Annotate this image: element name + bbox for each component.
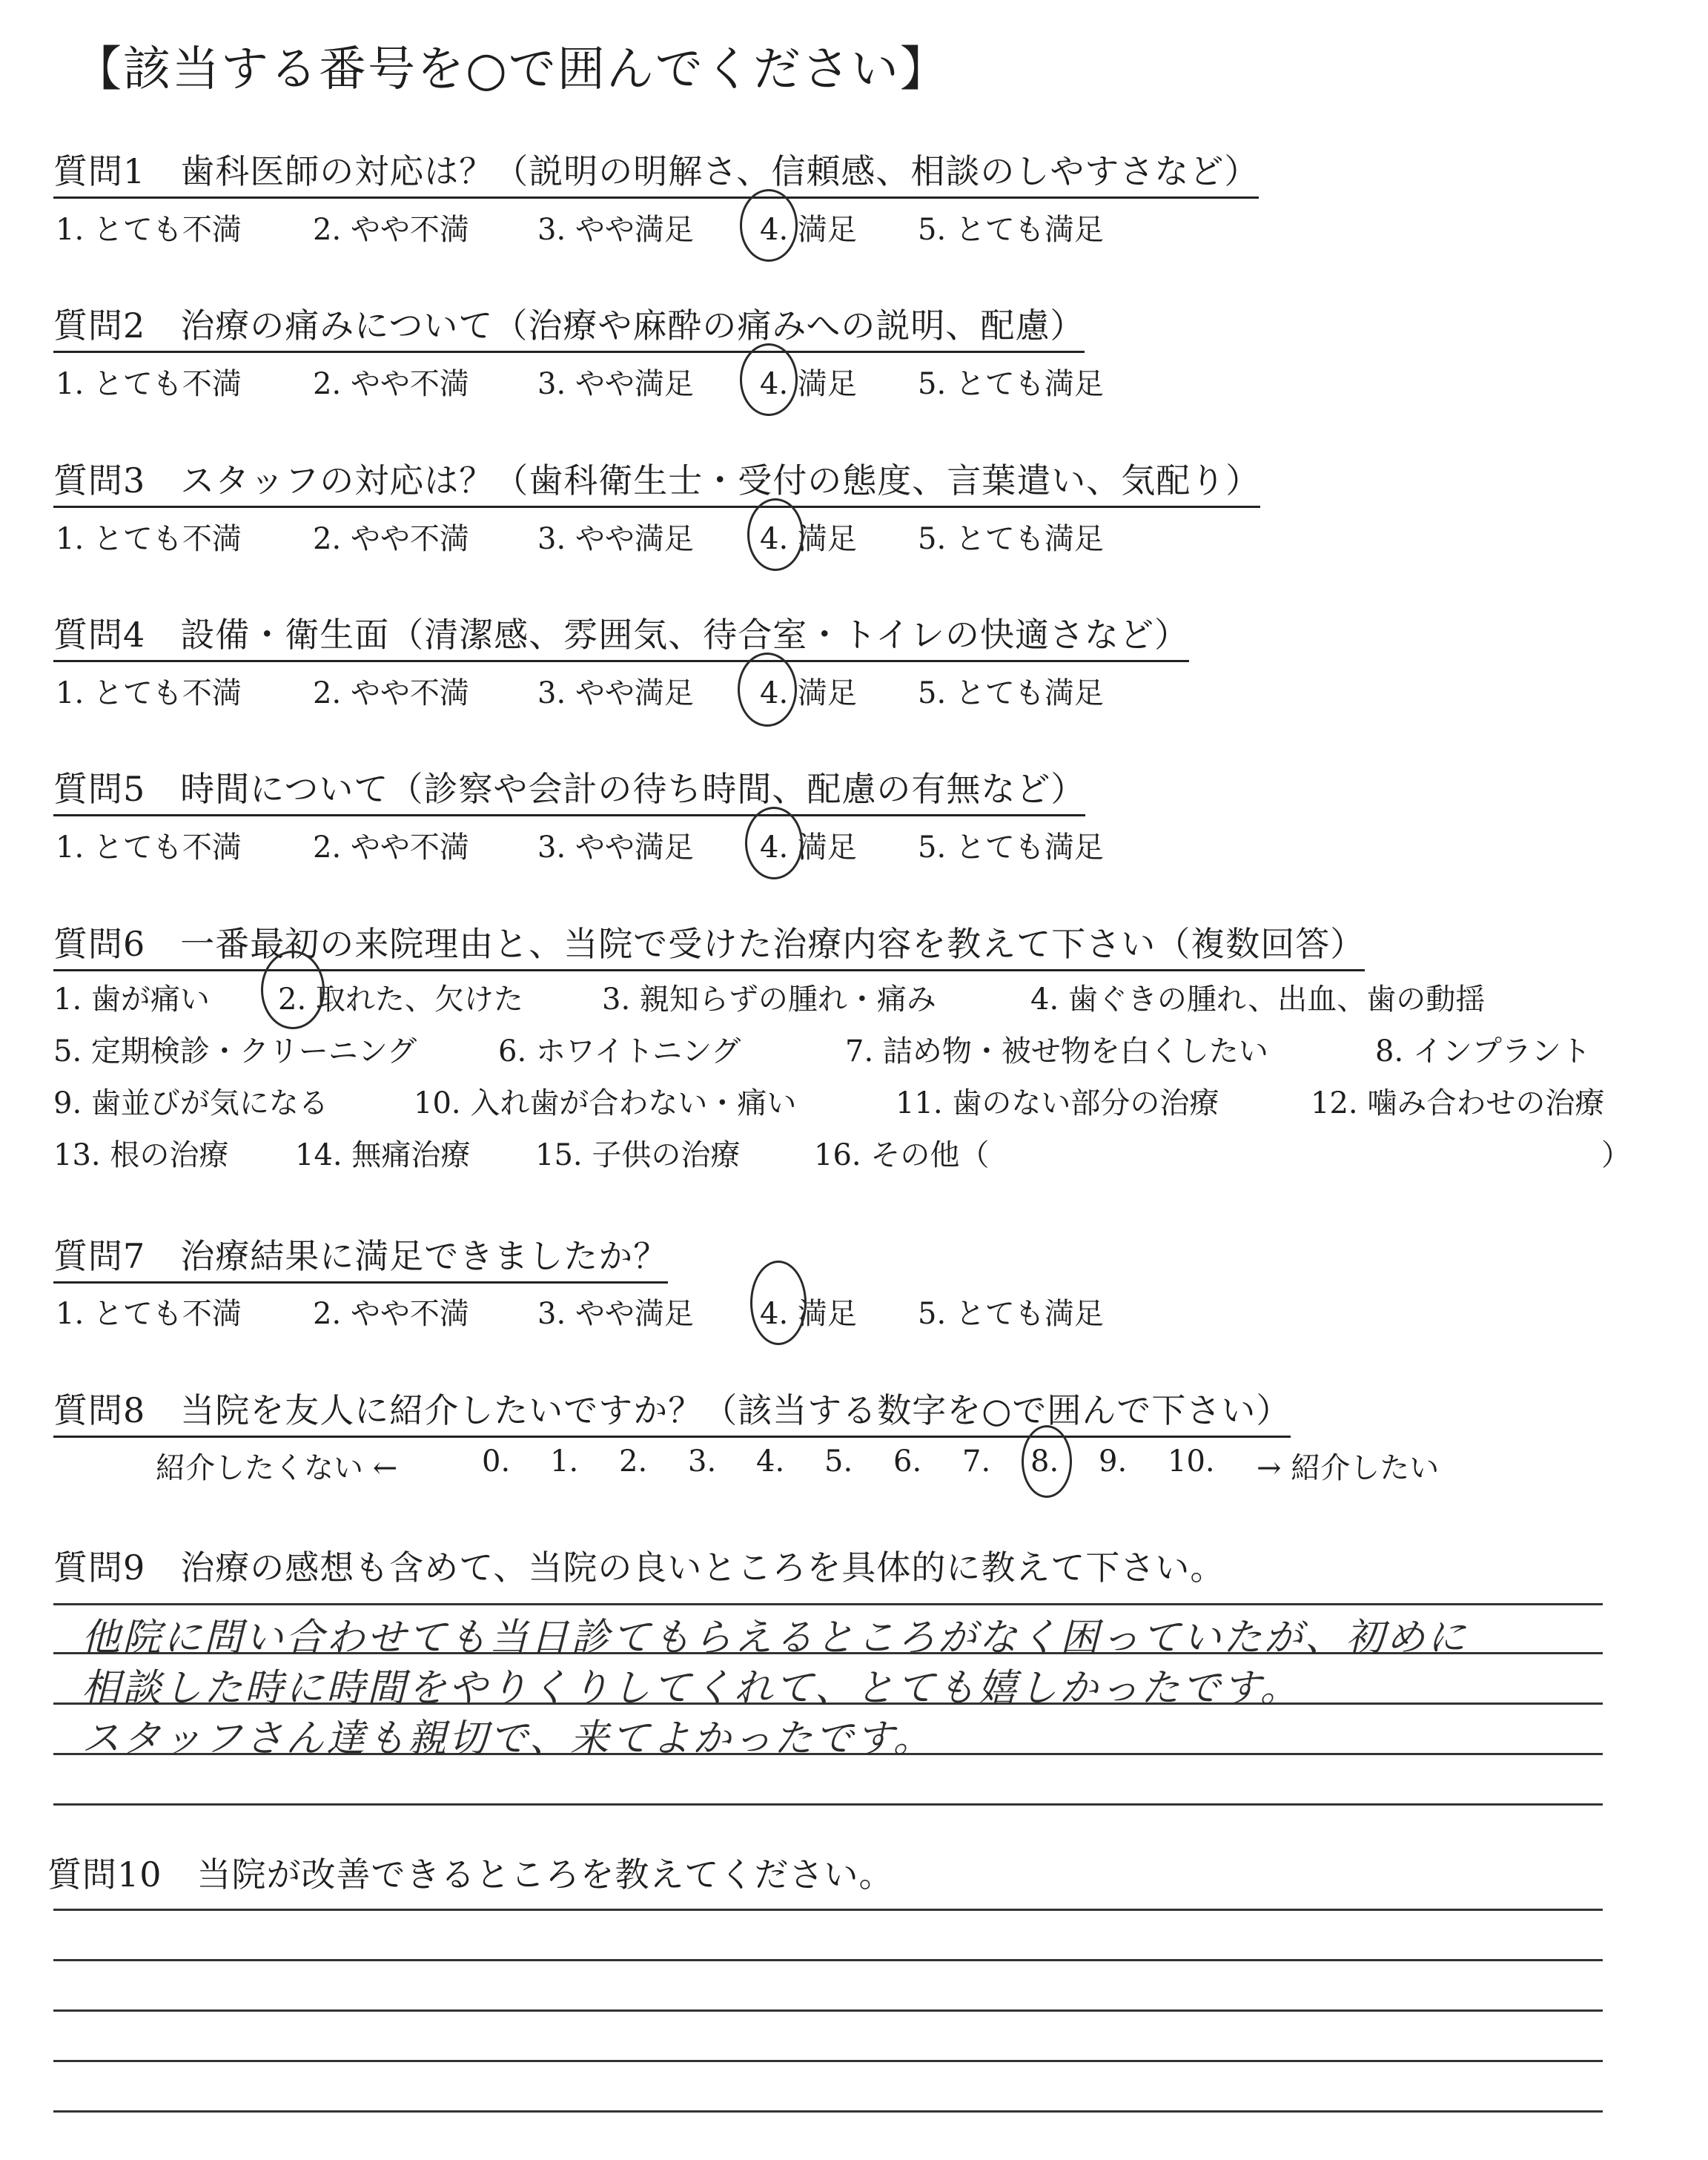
q10-answer-rule-4 <box>53 2060 1603 2062</box>
q6-selection-circle <box>261 951 325 1029</box>
q4-selection-circle <box>738 653 797 727</box>
q6-option-13[interactable]: 13. 根の治療 <box>53 1138 229 1172</box>
q1-option-2[interactable]: 2. やや不満 <box>313 213 469 247</box>
q7-option-1[interactable]: 1. とても不満 <box>56 1297 242 1331</box>
q7-option-5[interactable]: 5. とても満足 <box>918 1297 1104 1331</box>
q4-option-2[interactable]: 2. やや不満 <box>313 676 469 710</box>
q6-option-15[interactable]: 15. 子供の治療 <box>535 1138 741 1172</box>
q9-answer-rule-1 <box>53 1603 1603 1605</box>
q4-option-5[interactable]: 5. とても満足 <box>918 676 1104 710</box>
q6-option-8[interactable]: 8. インプラント <box>1375 1034 1591 1069</box>
q1-option-4[interactable]: 4. 満足 <box>760 213 857 247</box>
q5-option-4[interactable]: 4. 満足 <box>760 830 857 865</box>
q4-title: 質問4 設備・衛生面（清潔感、雰囲気、待合室・トイレの快適さなど） <box>53 608 1189 662</box>
q9-title: 質問9 治療の感想も含めて、当院の良いところを具体的に教えて下さい。 <box>53 1548 1225 1588</box>
q8-title: 質問8 当院を友人に紹介したいですか？（該当する数字を○で囲んで下さい） <box>53 1384 1291 1438</box>
q4-option-3[interactable]: 3. やや満足 <box>537 676 694 710</box>
q8-right-label: → 紹介したい <box>1257 1451 1440 1485</box>
q5-title: 質問5 時間について（診察や会計の待ち時間、配慮の有無など） <box>53 762 1085 816</box>
q5-option-2[interactable]: 2. やや不満 <box>313 830 469 865</box>
q1-option-1[interactable]: 1. とても不満 <box>56 213 242 247</box>
q6-title: 質問6 一番最初の来院理由と、当院で受けた治療内容を教えて下さい（複数回答） <box>53 917 1365 971</box>
q7-title: 質問7 治療結果に満足できましたか？ <box>53 1229 668 1284</box>
q10-answer-rule-3 <box>53 2009 1603 2012</box>
q3-option-5[interactable]: 5. とても満足 <box>918 522 1104 556</box>
q8-selection-circle <box>1022 1425 1072 1498</box>
q3-title: 質問3 スタッフの対応は？（歯科衛生士・受付の態度、言葉遣い、気配り） <box>53 454 1260 508</box>
q8-scale-9[interactable]: 9. <box>1099 1444 1128 1479</box>
q3-option-3[interactable]: 3. やや満足 <box>537 522 694 556</box>
q8-scale-2[interactable]: 2. <box>619 1444 648 1479</box>
q7-option-2[interactable]: 2. やや不満 <box>313 1297 469 1331</box>
q6-option-14[interactable]: 14. 無痛治療 <box>295 1138 471 1172</box>
q10-answer-rule-2 <box>53 1959 1603 1961</box>
q2-option-1[interactable]: 1. とても不満 <box>56 367 242 401</box>
q9-answer-line-3: スタッフさん達も親切で、来てよかったです。 <box>82 1717 934 1761</box>
page-heading: 【該当する番号を○で囲んでください】 <box>74 42 949 97</box>
q6-option-9[interactable]: 9. 歯並びが気になる <box>53 1086 328 1120</box>
q8-left-label: 紹介したくない ← <box>156 1451 398 1485</box>
q6-option-2[interactable]: 2. 取れた、欠けた <box>278 982 523 1017</box>
q3-selection-circle <box>747 498 804 571</box>
q8-scale-1[interactable]: 1. <box>550 1444 579 1479</box>
q3-option-1[interactable]: 1. とても不満 <box>56 522 242 556</box>
q2-option-2[interactable]: 2. やや不満 <box>313 367 469 401</box>
q8-scale-5[interactable]: 5. <box>824 1444 853 1479</box>
q3-option-2[interactable]: 2. やや不満 <box>313 522 469 556</box>
q1-title: 質問1 歯科医師の対応は？（説明の明解さ、信頼感、相談のしやすさなど） <box>53 145 1259 199</box>
q5-option-5[interactable]: 5. とても満足 <box>918 830 1104 865</box>
q1-option-3[interactable]: 3. やや満足 <box>537 213 694 247</box>
q8-scale-3[interactable]: 3. <box>688 1444 717 1479</box>
q10-title: 質問10 当院が改善できるところを教えてください。 <box>47 1855 894 1895</box>
q2-option-5[interactable]: 5. とても満足 <box>918 367 1104 401</box>
q6-option-7[interactable]: 7. 詰め物・被せ物を白くしたい <box>845 1034 1268 1069</box>
q6-option-11[interactable]: 11. 歯のない部分の治療 <box>896 1086 1219 1120</box>
q8-scale-0[interactable]: 0. <box>482 1444 511 1479</box>
q6-option-12[interactable]: 12. 噛み合わせの治療 <box>1311 1086 1605 1120</box>
q6-other-close-paren: ） <box>1601 1138 1631 1172</box>
q6-option-6[interactable]: 6. ホワイトニング <box>498 1034 741 1069</box>
q8-scale-6[interactable]: 6. <box>893 1444 922 1479</box>
q2-option-4[interactable]: 4. 満足 <box>760 367 857 401</box>
q8-scale-8[interactable]: 8. <box>1030 1444 1059 1479</box>
q7-option-4[interactable]: 4. 満足 <box>760 1297 857 1331</box>
q8-scale-4[interactable]: 4. <box>756 1444 785 1479</box>
q6-option-5[interactable]: 5. 定期検診・クリーニング <box>53 1034 417 1069</box>
q8-scale-7[interactable]: 7. <box>962 1444 991 1479</box>
q7-selection-circle <box>750 1261 807 1345</box>
q9-answer-rule-5 <box>53 1803 1603 1806</box>
q10-answer-rule-5 <box>53 2110 1603 2113</box>
q1-selection-circle <box>740 189 798 262</box>
q1-option-5[interactable]: 5. とても満足 <box>918 213 1104 247</box>
q6-option-3[interactable]: 3. 親知らずの腫れ・痛み <box>602 982 936 1017</box>
q5-option-1[interactable]: 1. とても不満 <box>56 830 242 865</box>
q3-option-4[interactable]: 4. 満足 <box>760 522 857 556</box>
q10-answer-rule-1 <box>53 1909 1603 1911</box>
q9-answer-line-1: 他院に問い合わせても当日診てもらえるところがなく困っていたが、初めに <box>82 1616 1469 1660</box>
q5-selection-circle <box>745 807 803 879</box>
q6-option-10[interactable]: 10. 入れ歯が合わない・痛い <box>414 1086 797 1120</box>
q2-title: 質問2 治療の痛みについて（治療や麻酔の痛みへの説明、配慮） <box>53 299 1085 353</box>
q6-option-16[interactable]: 16. その他（ <box>814 1138 990 1172</box>
q7-option-3[interactable]: 3. やや満足 <box>537 1297 694 1331</box>
q6-option-1[interactable]: 1. 歯が痛い <box>53 982 210 1017</box>
q2-selection-circle <box>740 343 798 416</box>
q2-option-3[interactable]: 3. やや満足 <box>537 367 694 401</box>
q6-option-4[interactable]: 4. 歯ぐきの腫れ、出血、歯の動揺 <box>1030 982 1486 1017</box>
q5-option-3[interactable]: 3. やや満足 <box>537 830 694 865</box>
q9-answer-line-2: 相談した時に時間をやりくりしてくれて、とても嬉しかったです。 <box>82 1666 1301 1711</box>
q8-scale-10[interactable]: 10. <box>1168 1444 1215 1479</box>
q4-option-4[interactable]: 4. 満足 <box>760 676 857 710</box>
q4-option-1[interactable]: 1. とても不満 <box>56 676 242 710</box>
